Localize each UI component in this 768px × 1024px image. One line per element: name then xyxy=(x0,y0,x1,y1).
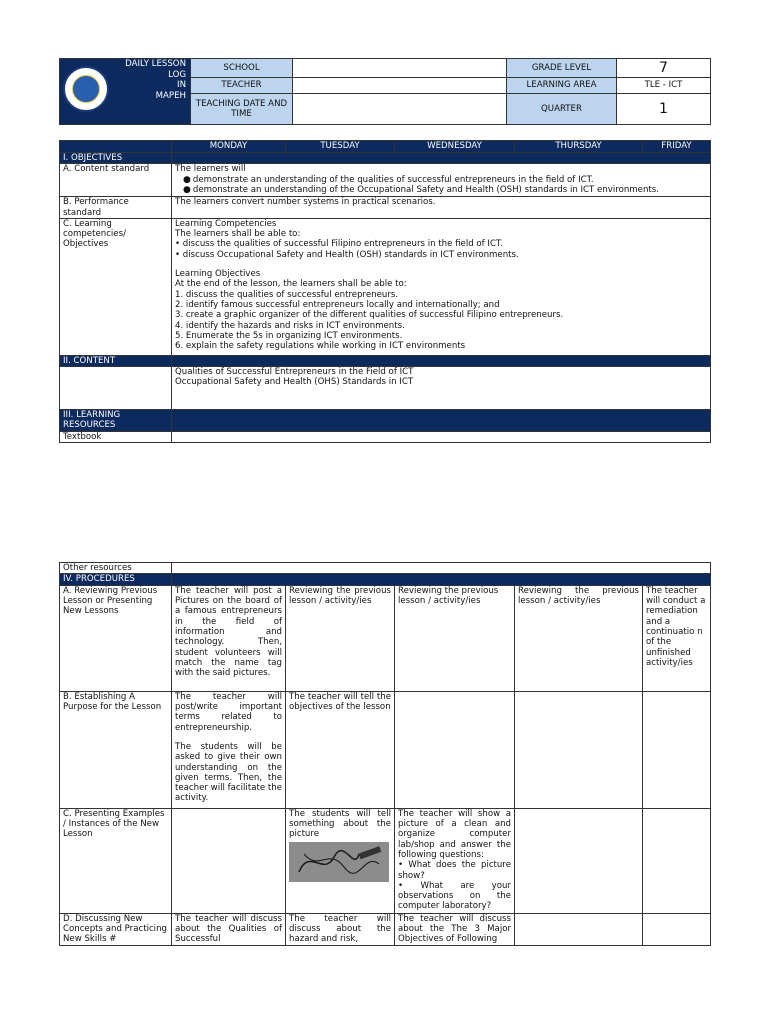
content-heading: II. CONTENT xyxy=(60,355,172,366)
procedure-d-label: D. Discussing New Concepts and Practicing New Skills # xyxy=(60,913,172,945)
procedure-a-tuesday: Reviewing the previous lesson / activity/ies xyxy=(286,585,395,691)
procedure-b-label: B. Establishing A Purpose for the Lesson xyxy=(60,691,172,808)
objectives-heading: I. OBJECTIVES xyxy=(60,153,172,164)
teaching-date-label: TEACHING DATE AND TIME xyxy=(191,94,293,125)
procedure-a-monday: The teacher will post a Pictures on the board of a famous entrepreneurs in the field of information and technology. Then, student volunteers will match the name tag with the said pictures. xyxy=(172,585,286,691)
deped-seal-logo xyxy=(63,66,109,112)
header-title: DAILY LESSON LOG IN MAPEH xyxy=(125,59,186,102)
competency-item: • discuss Occupational Safety and Health (OSH) standards in ICT environments. xyxy=(175,249,519,260)
competencies-label: C. Learning competencies/ Objectives xyxy=(60,218,172,355)
content-standard-label: A. Content standard xyxy=(60,164,172,197)
procedure-c-monday xyxy=(172,808,286,913)
procedure-b-thursday xyxy=(515,691,643,808)
grade-level-label: GRADE LEVEL xyxy=(507,59,617,78)
grade-level-value: 7 xyxy=(617,59,711,78)
procedure-c-wednesday: The teacher will show a picture of a clean and organize computer lab/shop and answer the following questions: • What does the picture show? • What are your observations on the computer laboratory? xyxy=(395,808,515,913)
day-monday: MONDAY xyxy=(172,141,286,153)
lesson-table-bottom xyxy=(59,562,711,946)
procedure-d-friday xyxy=(643,913,711,945)
performance-standard-value: The learners convert number systems in practical scenarios. xyxy=(172,197,711,219)
school-label: SCHOOL xyxy=(191,59,293,78)
procedure-d-thursday xyxy=(515,913,643,945)
textbook-label: Textbook xyxy=(60,431,172,442)
objective-item: 3. create a graphic organizer of the different qualities of successful Filipino entrepreneurs. xyxy=(175,310,564,321)
performance-standard-label: B. Performance standard xyxy=(60,197,172,219)
content-value: Qualities of Successful Entrepreneurs in the Field of ICT Occupational Safety and Health (OHS) Standards in ICT xyxy=(172,367,711,410)
teacher-label: TEACHER xyxy=(191,78,293,94)
other-resources-value xyxy=(172,563,711,574)
procedure-b-wednesday xyxy=(395,691,515,808)
learning-area-label: LEARNING AREA xyxy=(507,78,617,94)
teacher-value xyxy=(293,78,507,94)
competency-item: • discuss the qualities of successful Filipino entrepreneurs in the field of ICT. xyxy=(175,239,503,250)
procedure-d-monday: The teacher will discuss about the Qualities of Successful xyxy=(172,913,286,945)
procedure-a-thursday: Reviewing the previous lesson / activity/ies xyxy=(515,585,643,691)
objective-item: 5. Enumerate the 5s in organizing ICT environments. xyxy=(175,330,403,341)
procedure-b-tuesday: The teacher will tell the objectives of the lesson xyxy=(286,691,395,808)
procedure-d-tuesday: The teacher will discuss about the hazard and risk, xyxy=(286,913,395,945)
content-standard-item: ● demonstrate an understanding of the qualities of successful entrepreneurs in the field of ICT. xyxy=(193,175,707,186)
day-wednesday: WEDNESDAY xyxy=(395,141,515,153)
objectives-subheading: Learning Objectives xyxy=(175,269,261,280)
teaching-date-value xyxy=(293,94,507,125)
lesson-table-top xyxy=(59,140,711,443)
other-resources-label: Other resources xyxy=(60,563,172,574)
header-title-cell xyxy=(60,59,191,125)
procedure-b-friday xyxy=(643,691,711,808)
header-table xyxy=(59,58,711,125)
quarter-value: 1 xyxy=(617,94,711,125)
procedure-c-label: C. Presenting Examples / Instances of the New Lesson xyxy=(60,808,172,913)
objective-item: 4. identify the hazards and risks in ICT environments. xyxy=(175,320,405,331)
day-thursday: THURSDAY xyxy=(515,141,643,153)
procedure-a-label: A. Reviewing Previous Lesson or Presenting New Lessons xyxy=(60,585,172,691)
content-standard-value: The learners will ● demonstrate an understanding of the qualities of successful entrepreneurs in the field of ICT. ● demonstrate an understanding of the Occupational Safety and Health (OSH) standards in ICT environments. xyxy=(172,164,711,197)
competencies-heading: Learning Competencies xyxy=(175,218,277,229)
school-value xyxy=(293,59,507,78)
procedure-c-friday xyxy=(643,808,711,913)
quarter-label: QUARTER xyxy=(507,94,617,125)
objective-item: 2. identify famous successful entrepreneurs locally and internationally; and xyxy=(175,300,500,311)
content-standard-item: ● demonstrate an understanding of the Occupational Safety and Health (OSH) standards in ICT environments. xyxy=(193,185,707,196)
competencies-value: Learning Competencies The learners shall be able to: • discuss the qualities of successful Filipino entrepreneurs in the field of ICT. • discuss Occupational Safety and Health (OSH) standards in ICT environments. Learning Objectives At the end of the lesson, the learners shall be able to: 1. discuss the qualities of successful entrepreneurs. 2. identify famous successful entrepreneurs locally and internationally; and 3. create a graphic organizer of the different qualities of successful Filipino entrepreneurs. 4. identify the hazards and risks in ICT environments. 5. Enumerate the 5s in organizing ICT environments. 6. explain the safety regulations while working in ICT environments xyxy=(172,218,711,355)
procedure-a-wednesday: Reviewing the previous lesson / activity/ies xyxy=(395,585,515,691)
day-tuesday: TUESDAY xyxy=(286,141,395,153)
objective-item: 1. discuss the qualities of successful entrepreneurs. xyxy=(175,289,399,300)
procedure-c-thursday xyxy=(515,808,643,913)
learning-area-value: TLE - ICT xyxy=(617,78,711,94)
day-friday: FRIDAY xyxy=(643,141,711,153)
procedure-a-friday: The teacher will conduct a remediation and a continuatio n of the unfinished activity/ies xyxy=(643,585,711,691)
resources-heading: III. LEARNING RESOURCES xyxy=(60,410,172,432)
procedure-c-tuesday: The students will tell something about the picture xyxy=(286,808,395,913)
procedures-heading: IV. PROCEDURES xyxy=(60,574,172,585)
objective-item: 6. explain the safety regulations while working in ICT environments xyxy=(175,341,466,352)
procedure-b-monday: The teacher will post/write important terms related to entrepreneurship. The students will be asked to give their own understanding on the given terms. Then, the teacher will facilitate the activity. xyxy=(172,691,286,808)
textbook-value xyxy=(172,431,711,442)
procedure-d-wednesday: The teacher will discuss about the The 3 Major Objectives of Following xyxy=(395,913,515,945)
cables-photo xyxy=(289,842,389,882)
cables-icon xyxy=(289,842,389,882)
